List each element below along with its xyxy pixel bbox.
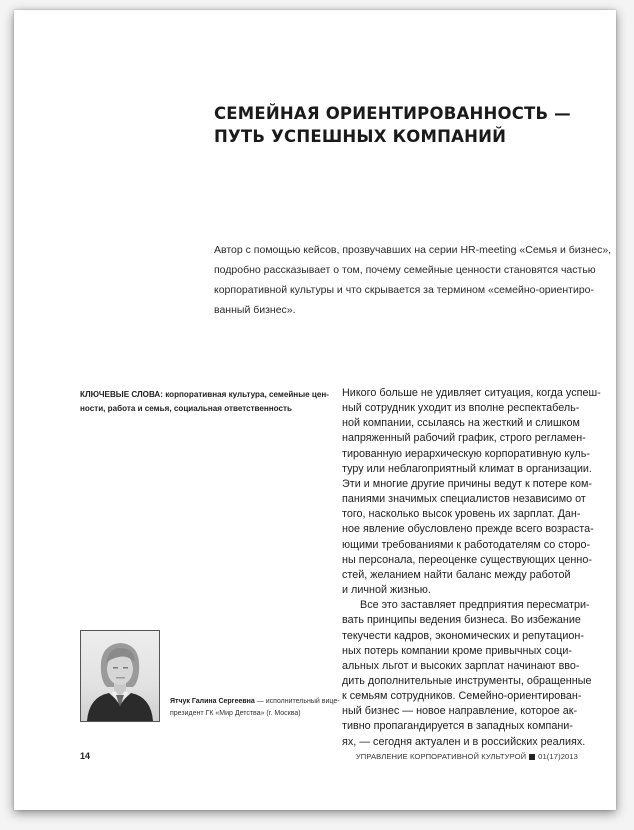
body-line: ный бизнес — новое направление, которое ак- (342, 705, 578, 718)
lead-line: ванный бизнес». (214, 304, 296, 316)
body-line: стей, желанием найти баланс между работой (342, 568, 571, 581)
body-line: ной компании, ссылаясь на жесткий и слишком (342, 417, 580, 430)
body-line: ющими требованиями к работодателям со сторо- (342, 538, 591, 551)
author-role-line2: президент ГК «Мир Детства» (г. Москва) (170, 709, 301, 717)
keywords-block (80, 388, 330, 416)
body-line: того, насколько высок уровень их зарплат. Дан- (342, 508, 581, 521)
body-line: Никого больше не удивляет ситуация, когда успеш- (342, 387, 601, 399)
body-line: ный сотрудник уходит из вполне респектабель- (342, 402, 580, 415)
lead-line: Автор с помощью кейсов, прозвучавших на серии HR-meeting «Семья и бизнес», (214, 244, 612, 256)
page-number: 14 (80, 751, 91, 761)
body-line: тированную иерархическую корпоративную куль- (342, 447, 590, 460)
body-line: текучести кадров, экономических и репутацион- (342, 629, 584, 642)
body-line: паниями значимых специалистов независимо от (342, 493, 586, 506)
article-title-line: СЕМЕЙНАЯ ОРИЕНТИРОВАННОСТЬ — (214, 104, 571, 123)
author-caption (170, 696, 340, 719)
body-line: к семьям сотрудников. Семейно-ориентирован- (342, 690, 582, 703)
keywords-line: ности, работа и семья, социальная ответственность (80, 404, 292, 413)
body-line: тивно пропагандируется в западных компани- (342, 720, 573, 733)
body-line: ях, — сегодня актуален и в российских реалиях. (342, 735, 586, 748)
square-separator-icon (529, 754, 535, 760)
lead-line: подробно рассказывает о том, почему семейные ценности становятся частью (214, 264, 596, 276)
author-caption-line1 (170, 696, 340, 708)
author-portrait-image (81, 631, 159, 721)
author-role: — исполнительный вице- (254, 698, 340, 705)
keywords-line: КЛЮЧЕВЫЕ СЛОВА: корпоративная культура, семейные цен- (80, 390, 329, 399)
body-line: ное явление обусловлено прежде всего возраста- (342, 523, 594, 536)
body-line: туру или неблагоприятный климат в организации. (342, 462, 592, 475)
body-line: ных потерь компании кроме привычных соци- (342, 644, 572, 657)
article-body (342, 386, 607, 750)
lead-line: корпоративной культуры и что скрывается за термином «семейно-ориентиро- (214, 284, 594, 296)
body-line: Эти и многие другие причины ведут к потере ком- (342, 477, 593, 490)
journal-title: УПРАВЛЕНИЕ КОРПОРАТИВНОЙ КУЛЬТУРОЙ (355, 752, 527, 761)
body-line: и личной жизнью. (342, 584, 431, 597)
body-line: Все это заставляет предприятия пересматри- (360, 599, 590, 612)
author-photo (80, 630, 160, 722)
article-lead (214, 240, 612, 320)
body-line: дить дополнительные инструменты, обращенные (342, 674, 592, 687)
body-line: вать принципы ведения бизнеса. Во избежание (342, 614, 581, 627)
body-line: напряженный рабочий график, строго регламен- (342, 432, 586, 445)
body-line: альных льгот и высоких зарплат начинают вво- (342, 659, 580, 672)
journal-footer (356, 752, 578, 761)
body-line: ны персонала, переоценке существующих ценно- (342, 553, 592, 566)
author-name: Ятчук Галина Сергеевна (170, 698, 255, 705)
issue-number: 01(17)2013 (538, 752, 578, 761)
article-title-line: ПУТЬ УСПЕШНЫХ КОМПАНИЙ (214, 127, 507, 146)
article-title (214, 102, 594, 148)
magazine-page (14, 10, 616, 810)
